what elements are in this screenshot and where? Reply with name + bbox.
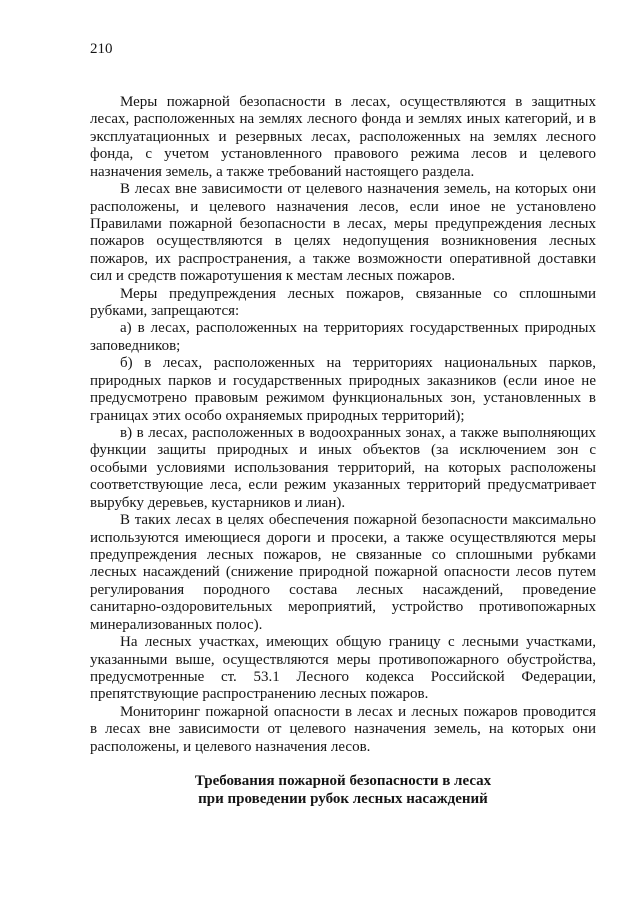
text-line: Правилами пожарной безопасности в лесах, меры предупреждения лесных [90, 215, 596, 232]
text-line: сил и средств пожаротушения к местам лесных пожаров. [90, 268, 456, 285]
text-line: Меры пожарной безопасности в лесах, осуществляются в защитных [120, 94, 596, 110]
text-line: предусмотрено правовым режимом функциональных зон, установленных в [90, 390, 596, 407]
heading-line: Требования пожарной безопасности в лесах [194, 773, 492, 790]
text-line: регулирования породного состава лесных насаждений, проведение [90, 581, 596, 598]
text-line: В таких лесах в целях обеспечения пожарной безопасности максимально [120, 512, 596, 529]
text-line: назначения земель, а также требований настоящего раздела. [90, 163, 475, 180]
paragraph-roads-and-clearings [90, 512, 596, 634]
text-line: препятствующие распространению лесных пожаров. [90, 686, 429, 703]
document-body [90, 94, 596, 808]
text-line: указанными выше, осуществляются меры противопожарного обустройства, [90, 651, 596, 668]
paragraph-fire-monitoring [90, 704, 596, 756]
text-line: а) в лесах, расположенных на территориях государственных природных [120, 320, 596, 337]
text-line: лесных насаждений (снижение природной пожарной опасности лесов путем [90, 564, 596, 581]
list-item-b [90, 355, 596, 425]
paragraph-adjacent-plots [90, 634, 596, 704]
text-line: эксплуатационных и резервных лесах, расположенных на землях лесного [90, 128, 596, 145]
text-line: расположены, и целевого назначения лесов, если иное не установлено [90, 198, 596, 215]
text-line: пожаров, их распространения, а также возможности оперативной доставки [90, 250, 596, 267]
text-line: предусмотренные ст. 53.1 Лесного кодекса Российской Федерации, [90, 668, 596, 685]
text-line: б) в лесах, расположенных на территориях национальных парков, [120, 355, 596, 372]
text-line: Мониторинг пожарной опасности в лесах и лесных пожаров проводится [120, 703, 596, 720]
text-line: В лесах вне зависимости от целевого назначения земель, на которых они [120, 181, 596, 198]
text-line: На лесных участках, имеющих общую границу с лесными участками, [120, 634, 596, 651]
text-line: лесах, расположенных на землях лесного фонда и землях иных категорий, и в [90, 111, 596, 128]
text-line: санитарно-оздоровительных мероприятий, устройство противопожарных [90, 599, 596, 616]
text-line: минерализованных полос). [90, 616, 263, 633]
text-line: Меры предупреждения лесных пожаров, связанные со сплошными [120, 285, 596, 302]
text-line: фонда, с учетом установленного правового режима лесов и целевого [90, 146, 596, 163]
paragraph-fire-safety-measures [90, 94, 596, 181]
paragraph-clear-cutting-prohibited [90, 286, 596, 321]
text-line: особыми условиями использования территорий, на которых расположены [90, 459, 596, 476]
text-line: используются имеющиеся дороги и просеки, а также осуществляются меры [90, 529, 596, 546]
text-line: предупреждения лесных пожаров, не связанные со сплошными рубками [90, 546, 596, 563]
text-line: в) в лесах, расположенных в водоохранных зонах, а также выполняющих [120, 425, 596, 442]
text-line: функции защиты природных и иных объектов (за исключением зон с [90, 442, 596, 459]
text-line: заповедников; [90, 337, 181, 354]
text-line: в лесах вне зависимости от целевого назначения земель, на которых они [90, 721, 596, 738]
list-item-a [90, 320, 596, 355]
text-line: расположены, и целевого назначения лесов. [90, 738, 371, 755]
text-line: рубками, запрещаются: [90, 303, 240, 320]
text-line: соответствующие леса, если режим указанных территорий предусматривает [90, 477, 596, 494]
heading-line: при проведении рубок лесных насаждений [198, 790, 488, 807]
section-heading [90, 773, 596, 808]
page-number: 210 [90, 41, 113, 57]
list-item-c [90, 425, 596, 512]
paragraph-fire-prevention-measures [90, 181, 596, 286]
text-line: вырубку деревьев, кустарников и лиан). [90, 494, 346, 511]
text-line: границах этих особо охраняемых природных территорий); [90, 407, 465, 424]
text-line: природных парков и государственных природных заказников (если иное не [90, 372, 596, 389]
text-line: пожаров осуществляются в целях недопущения возникновения лесных [90, 233, 596, 250]
